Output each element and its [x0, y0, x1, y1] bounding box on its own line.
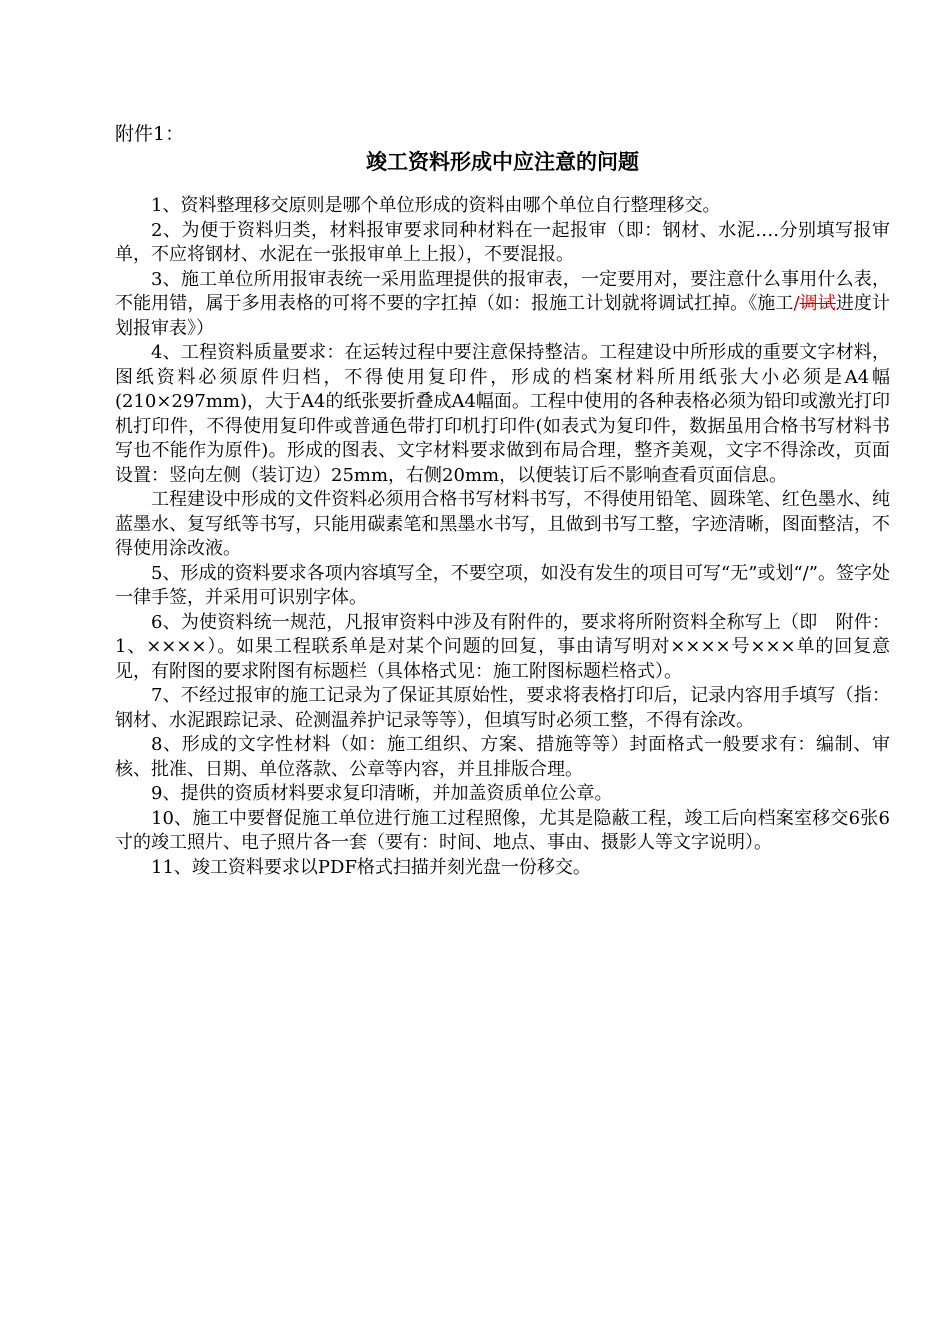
paragraph-4b: 工程建设中形成的文件资料必须用合格书写材料书写，不得使用铅笔、圆珠笔、红色墨水、纯蓝墨水、复写纸等书写，只能用碳素笔和黑墨水书写，且做到书写工整，字迹清晰，图面整洁，不得使用涂改液。	[115, 489, 890, 559]
paragraph-3	[115, 268, 890, 342]
struck-text: 调试	[799, 293, 836, 314]
paragraph-5: 5、形成的资料要求各项内容填写全，不要空项，如没有发生的项目可写“无”或划“/”。签字处一律手签，并采用可识别字体。	[115, 562, 890, 608]
paragraph-9: 9、提供的资质材料要求复印清晰，并加盖资质单位公章。	[151, 783, 613, 804]
document-page	[115, 120, 890, 880]
paragraph-3-text: 3、施工单位所用报审表统一采用监理提供的报审表，一定要用对，要注意什么事用什么表，不能用错，属于多用表格的可将不要的字扛掉（如：报施工计划就将调试扛掉。《施工	[115, 268, 890, 314]
paragraph-2: 2、为便于资料归类，材料报审要求同种材料在一起报审（即：钢材、水泥….分别填写报审单，不应将钢材、水泥在一张报审单上上报），不要混报。	[115, 219, 890, 265]
paragraph-3-tail: 进度计划报审表》）	[115, 293, 891, 339]
paragraph-8: 8、形成的文字性材料（如：施工组织、方案、措施等等）封面格式一般要求有：编制、审核、批准、日期、单位落款、公章等内容，并且排版合理。	[115, 734, 890, 780]
paragraph-10: 10、施工中要督促施工单位进行施工过程照像，尤其是隐蔽工程，竣工后向档案室移交6张6寸的竣工照片、电子照片各一套（要有：时间、地点、事由、摄影人等文字说明）。	[115, 807, 890, 853]
document-title: 竣工资料形成中应注意的问题	[366, 149, 639, 174]
paragraph-6: 6、为使资料统一规范，凡报审资料中涉及有附件的，要求将所附资料全称写上（即 附件：1、××××）。如果工程联系单是对某个问题的回复，事由请写明对××××号×××单的回复意见，有附图的要求附图有标题栏（具体格式见：施工附图标题栏格式）。	[115, 611, 890, 682]
paragraph-4: 4、工程资料质量要求：在运转过程中要注意保持整洁。工程建设中所形成的重要文字材料，图纸资料必须原件归档，不得使用复印件，形成的档案材料所用纸张大小必须是A4幅(210×297mm)，大于A4的纸张要折叠成A4幅面。工程中使用的各种表格必须为铅印或激光打印机打印件，不得使用复印件或普通色带打印机打印件(如表式为复印件，数据虽用合格书写材料书写也不能作为原件)。形成的图表、文字材料要求做到布局合理，整齐美观，文字不得涂改，页面设置：竖向左侧（装订边）25mm，右侧20mm，以便装订后不影响查看页面信息。	[115, 342, 890, 486]
paragraph-1: 1、资料整理移交原则是哪个单位形成的资料由哪个单位自行整理移交。	[151, 195, 721, 216]
paragraph-11: 11、竣工资料要求以PDF格式扫描并刻光盘一份移交。	[151, 856, 591, 878]
attachment-label: 附件1：	[115, 123, 185, 145]
paragraph-7: 7、不经过报审的施工记录为了保证其原始性，要求将表格打印后，记录内容用手填写（指：钢材、水泥跟踪记录、砼测温养护记录等等），但填写时必须工整，不得有涂改。	[115, 685, 890, 731]
revision-slash: /	[793, 293, 800, 314]
